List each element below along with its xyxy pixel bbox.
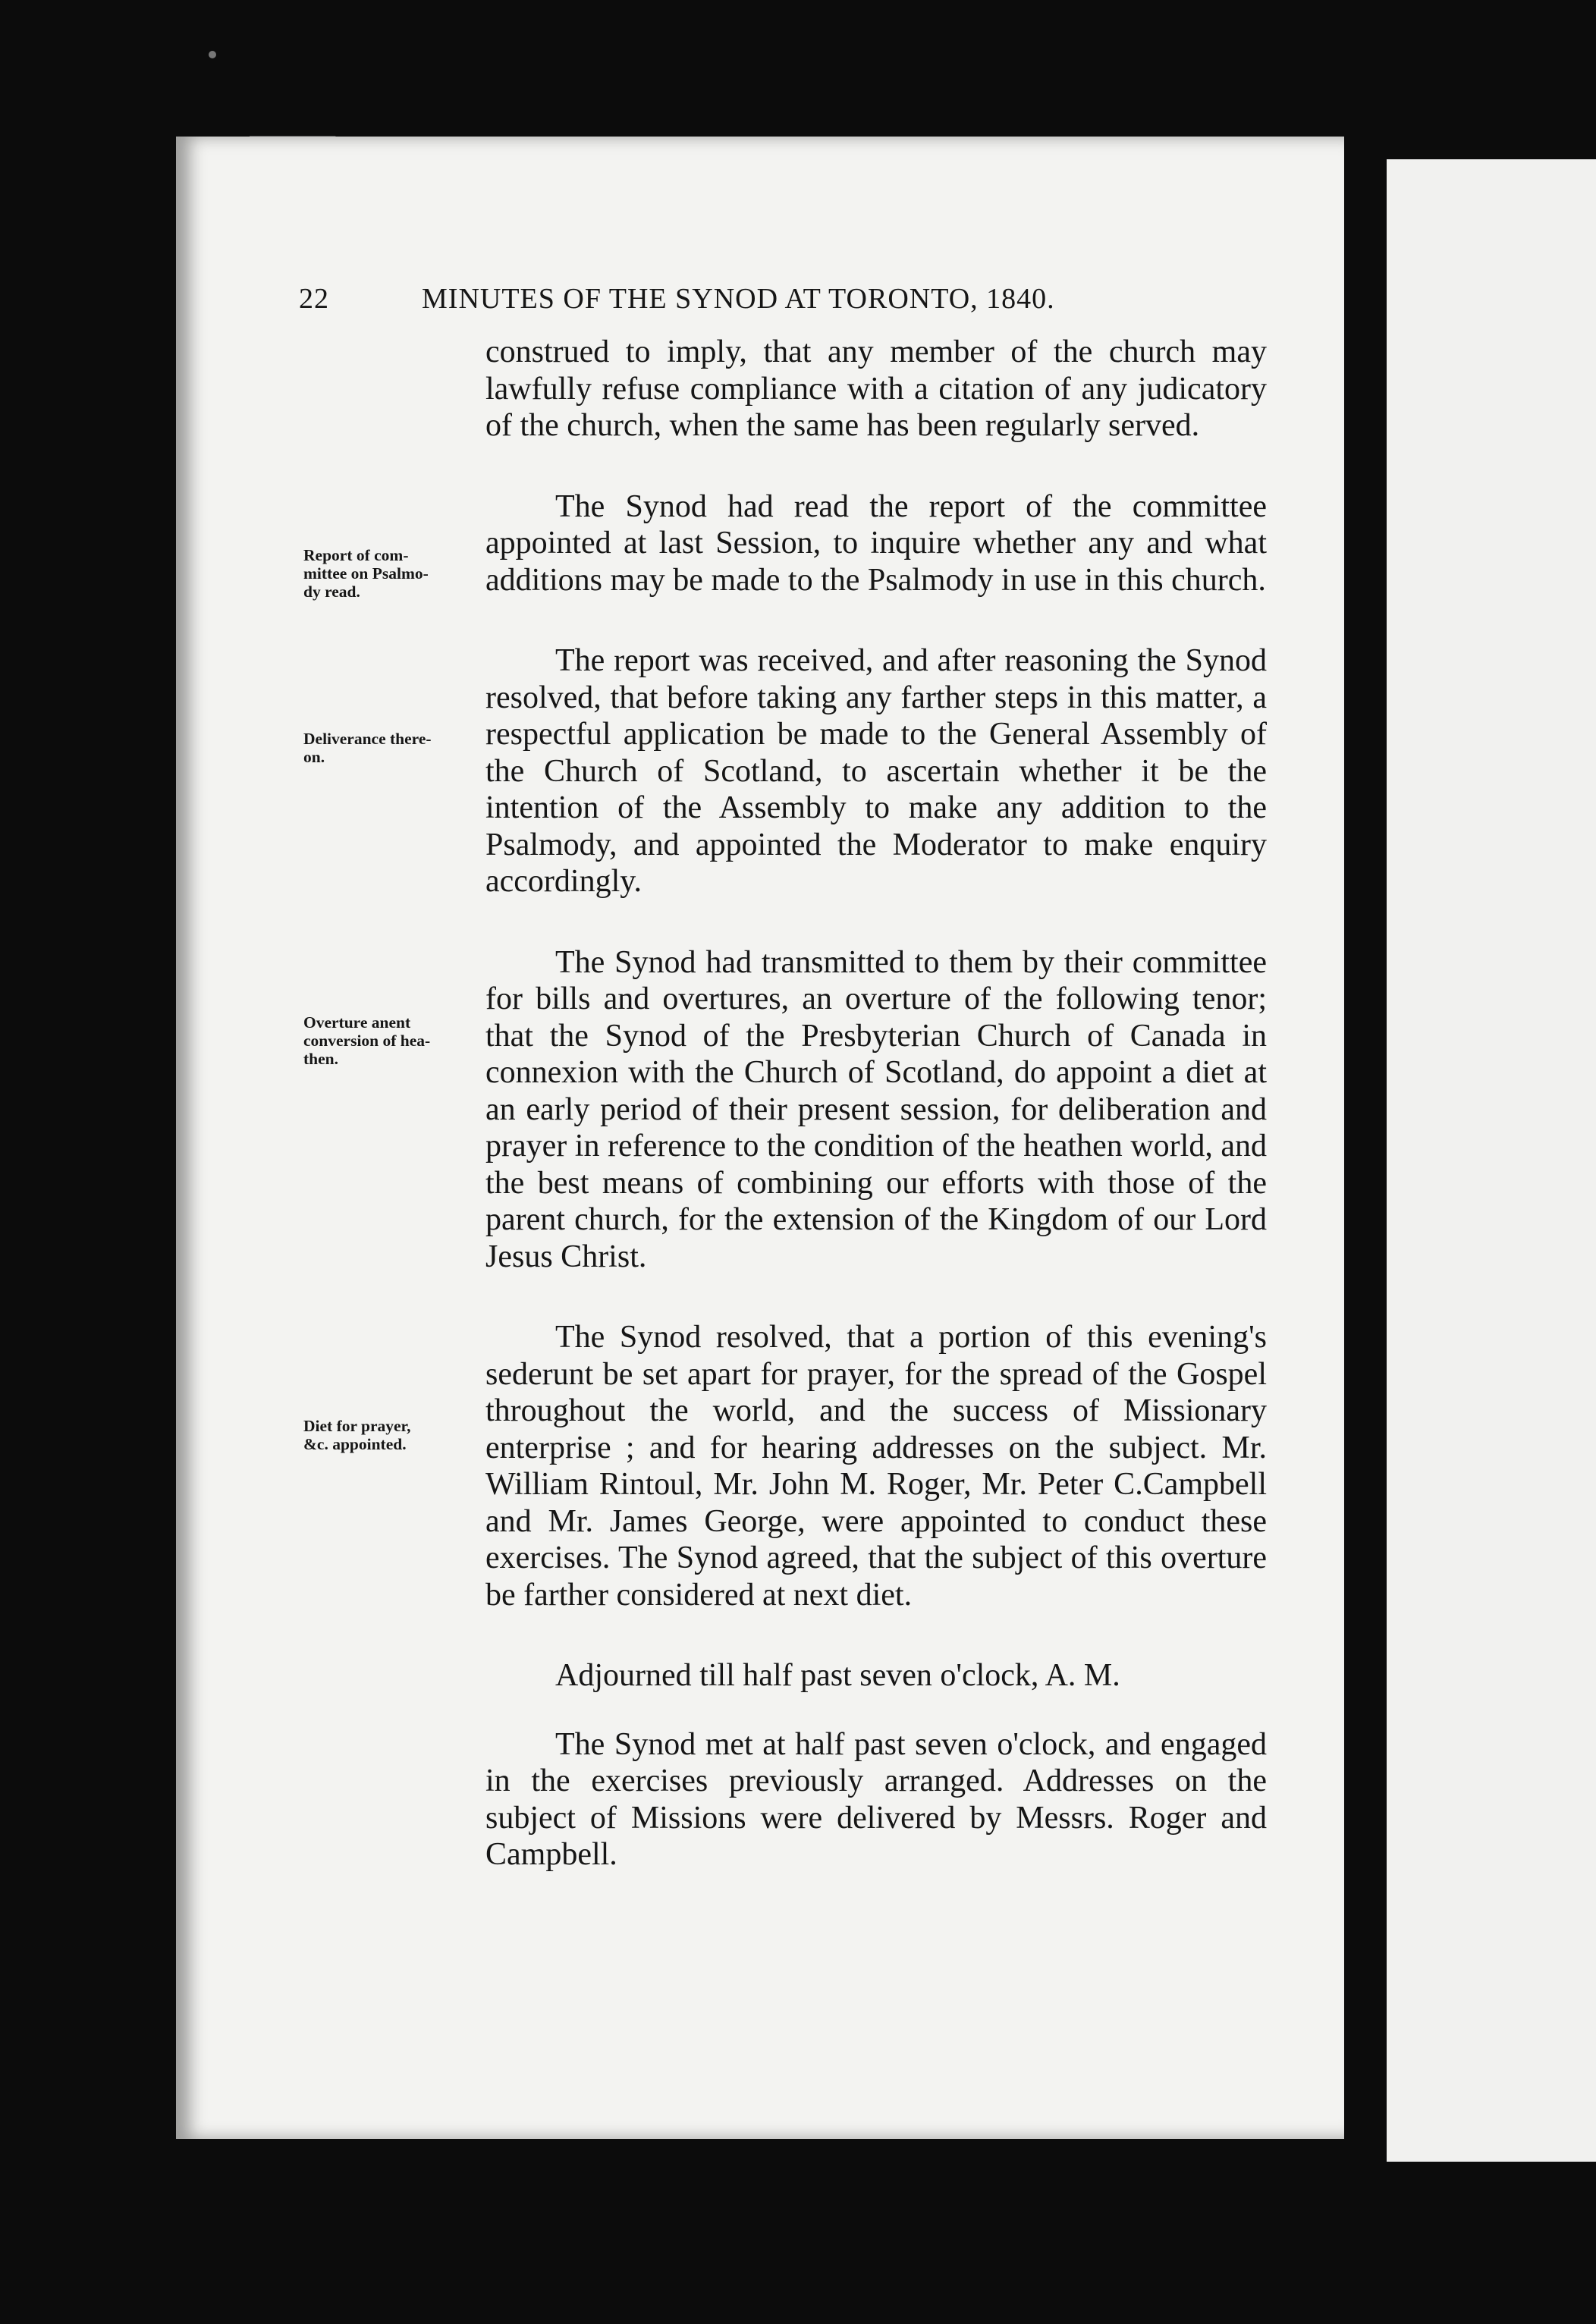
- marginal-note-overture: [303, 1013, 472, 1068]
- marginal-line: then.: [303, 1050, 338, 1068]
- paragraph-psalmody-report: The Synod had read the report of the committee appointed at last Session, to inquire whether any and what additions may be made to the Psalmody in use in this church.: [485, 488, 1267, 598]
- marginal-line: Overture anent: [303, 1013, 411, 1032]
- paragraph-continuation: construed to imply, that any member of the church may lawfully refuse compliance with a citation of any judicatory of the church, when the same has been regularly served.: [485, 334, 1267, 443]
- main-text: [485, 334, 1267, 1917]
- marginal-note-deliverance: [303, 730, 472, 766]
- marginal-line: Report of com-: [303, 546, 409, 564]
- running-title: MINUTES OF THE SYNOD AT TORONTO, 1840.: [422, 283, 1055, 315]
- marginal-line: Diet for prayer,: [303, 1417, 411, 1435]
- marginal-line: on.: [303, 748, 325, 766]
- marginal-note-diet-for-prayer: [303, 1417, 472, 1453]
- paragraph-synod-met: The Synod met at half past seven o'clock, and engaged in the exercises previously arranged. Addresses on the subject of Missions were delivered by Messrs. Roger and Campbell.: [485, 1726, 1267, 1872]
- right-page: [1387, 159, 1596, 2162]
- paragraph-adjourned: Adjourned till half past seven o'clock, A. M.: [555, 1658, 1120, 1693]
- marginal-note-psalmody-report: [303, 546, 472, 601]
- paragraph-diet-appointed: The Synod resolved, that a portion of this evening's sederunt be set apart for prayer, for the spread of the Gospel throughout the world, and the success of Missionary enterprise ; and for hearing addresses on the subject. Mr. William Rintoul, Mr. John M. Roger, Mr. Peter C.Campbell and Mr. James George, were appointed to conduct these exercises. The Synod agreed, that the subject of this overture be farther considered at next diet.: [485, 1320, 1267, 1613]
- paragraph-deliverance: The report was received, and after reasoning the Synod resolved, that before taking any farther steps in this matter, a respectful application be made to the General Assembly of the Church of Scotland, to ascertain whether it be the intention of the Assembly to make any addition to the Psalmody, and appointed the Moderator to make enquiry accordingly.: [485, 643, 1267, 899]
- marginal-line: &c. appointed.: [303, 1435, 407, 1453]
- marginal-line: Deliverance there-: [303, 730, 432, 748]
- marginal-line: conversion of hea-: [303, 1032, 431, 1050]
- marginal-line: dy read.: [303, 583, 360, 601]
- marginal-line: mittee on Psalmo-: [303, 564, 429, 583]
- page-number: 22: [299, 283, 329, 315]
- paragraph-overture: The Synod had transmitted to them by their committee for bills and overtures, an overture of the following tenor; that the Synod of the Presbyterian Church of Canada in connexion with the Church of Scotland, do appoint a diet at an early period of their present session, for deliberation and prayer in reference to the condition of the heathen world, and the best means of combining our efforts with those of the parent church, for the extension of the Kingdom of our Lord Jesus Christ.: [485, 944, 1267, 1274]
